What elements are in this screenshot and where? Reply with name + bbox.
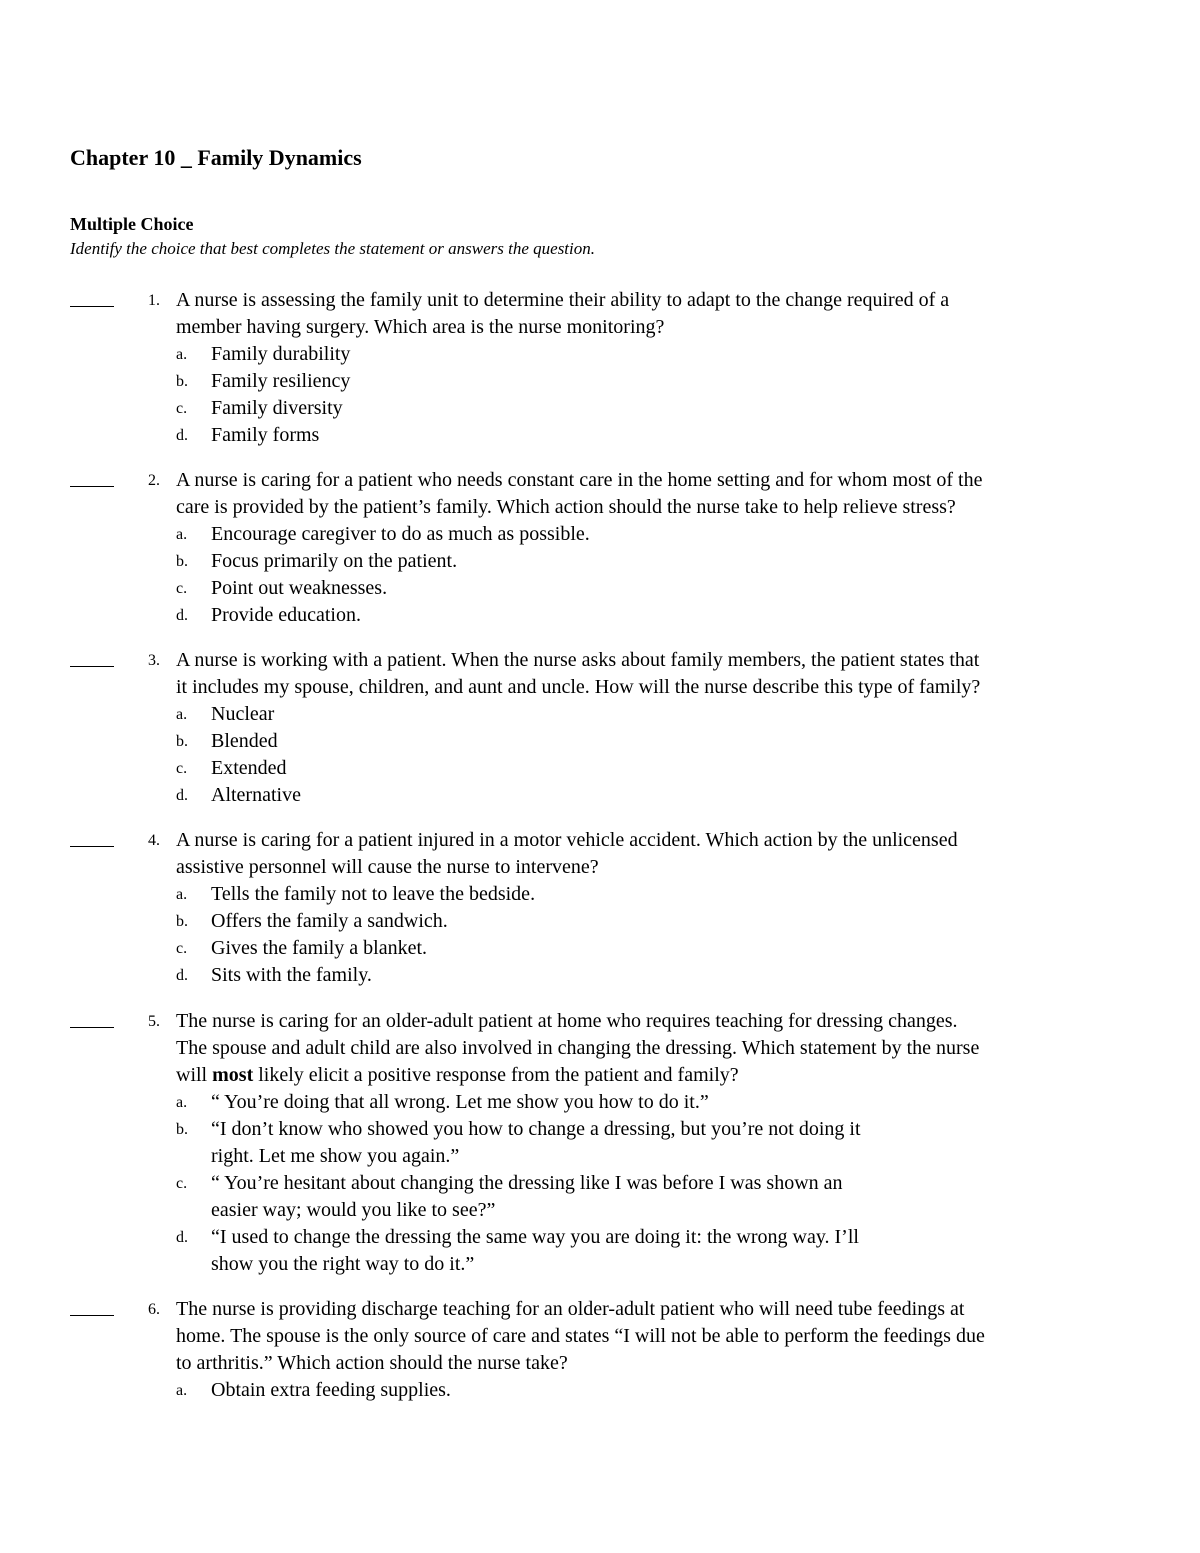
option-letter: d.	[176, 1229, 188, 1246]
option-text	[211, 1377, 1111, 1404]
option-line: Obtain extra feeding supplies.	[211, 1379, 451, 1401]
stem-line: A nurse is assessing the family unit to determine their ability to adapt to the change required of a	[176, 289, 950, 311]
question-stem	[176, 287, 1136, 341]
stem-line: assistive personnel will cause the nurse to intervene?	[176, 856, 599, 878]
option-letter: a.	[176, 346, 188, 363]
option-text	[211, 1089, 1111, 1116]
question-stem	[176, 647, 1136, 701]
option-line: Family durability	[211, 343, 351, 365]
option-letter: d.	[176, 607, 188, 624]
option-line: Alternative	[211, 784, 301, 806]
option-line: Family resiliency	[211, 370, 351, 392]
option-letter: b.	[176, 373, 188, 390]
option-letter: c.	[176, 400, 188, 417]
chapter-title: Chapter 10 _ Family Dynamics	[70, 145, 362, 170]
answer-blank	[70, 1315, 114, 1316]
emphasis-text: most	[212, 1064, 254, 1086]
option-text	[211, 701, 1111, 728]
option-line: “I used to change the dressing the same way you are doing it: the wrong way. I’ll	[211, 1226, 859, 1248]
option-text	[211, 1224, 1111, 1278]
option-text	[211, 548, 1111, 575]
answer-blank	[70, 1027, 114, 1028]
option-text	[211, 1170, 1111, 1224]
stem-line: A nurse is caring for a patient who needs constant care in the home setting and for whom most of the	[176, 469, 983, 491]
question-stem	[176, 1008, 1136, 1089]
option-text	[211, 908, 1111, 935]
option-line: Gives the family a blanket.	[211, 937, 428, 959]
question-number: 2.	[148, 472, 160, 489]
option-line: easier way; would you like to see?”	[211, 1199, 496, 1221]
option-text	[211, 602, 1111, 629]
option-line: Tells the family not to leave the bedside.	[211, 883, 536, 905]
option-line: Provide education.	[211, 604, 361, 626]
option-text	[211, 368, 1111, 395]
option-letter: d.	[176, 427, 188, 444]
option-line: Sits with the family.	[211, 964, 372, 986]
question-number: 6.	[148, 1301, 160, 1318]
option-line: right. Let me show you again.”	[211, 1145, 460, 1167]
option-text	[211, 521, 1111, 548]
option-line: Focus primarily on the patient.	[211, 550, 458, 572]
question-number: 3.	[148, 652, 160, 669]
stem-line: A nurse is caring for a patient injured in a motor vehicle accident. Which action by the unlicensed	[176, 829, 958, 851]
option-line: Blended	[211, 730, 278, 752]
stem-line: The nurse is caring for an older-adult patient at home who requires teaching for dressing changes.	[176, 1010, 958, 1032]
option-line: “ You’re hesitant about changing the dressing like I was before I was shown an	[211, 1172, 843, 1194]
option-letter: a.	[176, 706, 188, 723]
option-line: Encourage caregiver to do as much as possible.	[211, 523, 590, 545]
answer-blank	[70, 666, 114, 667]
option-letter: b.	[176, 553, 188, 570]
answer-blank	[70, 846, 114, 847]
question-stem	[176, 1296, 1136, 1377]
option-line: Point out weaknesses.	[211, 577, 388, 599]
answer-blank	[70, 306, 114, 307]
option-line: “ You’re doing that all wrong. Let me show you how to do it.”	[211, 1091, 709, 1113]
option-letter: b.	[176, 913, 188, 930]
option-letter: c.	[176, 760, 188, 777]
option-letter: c.	[176, 1175, 188, 1192]
option-text	[211, 341, 1111, 368]
stem-line: to arthritis.” Which action should the nurse take?	[176, 1352, 568, 1374]
stem-line: The spouse and adult child are also involved in changing the dressing. Which statement by the nurse	[176, 1037, 980, 1059]
stem-text: likely elicit a positive response from the patient and family?	[253, 1064, 739, 1086]
option-letter: d.	[176, 787, 188, 804]
option-line: Offers the family a sandwich.	[211, 910, 448, 932]
section-heading: Multiple Choice	[70, 214, 194, 234]
stem-line: care is provided by the patient’s family. Which action should the nurse take to help relieve stress?	[176, 496, 956, 518]
stem-line	[176, 1062, 1136, 1089]
option-line: “I don’t know who showed you how to change a dressing, but you’re not doing it	[211, 1118, 861, 1140]
option-line: Nuclear	[211, 703, 275, 725]
option-line: Extended	[211, 757, 287, 779]
stem-text: will	[176, 1064, 213, 1086]
option-letter: b.	[176, 1121, 188, 1138]
question-number: 1.	[148, 292, 160, 309]
stem-line: member having surgery. Which area is the nurse monitoring?	[176, 316, 665, 338]
option-text	[211, 395, 1111, 422]
option-text	[211, 728, 1111, 755]
question-stem	[176, 827, 1136, 881]
option-text	[211, 881, 1111, 908]
stem-line: it includes my spouse, children, and aunt and uncle. How will the nurse describe this type of family?	[176, 676, 981, 698]
option-text	[211, 935, 1111, 962]
option-text	[211, 575, 1111, 602]
option-letter: b.	[176, 733, 188, 750]
question-stem	[176, 467, 1136, 521]
option-letter: a.	[176, 1094, 188, 1111]
option-line: Family forms	[211, 424, 320, 446]
option-text	[211, 755, 1111, 782]
stem-line: home. The spouse is the only source of care and states “I will not be able to perform the feedings due	[176, 1325, 985, 1347]
question-number: 5.	[148, 1013, 160, 1030]
option-text	[211, 422, 1111, 449]
question-number: 4.	[148, 832, 160, 849]
option-letter: c.	[176, 940, 188, 957]
option-letter: a.	[176, 1382, 188, 1399]
stem-line: A nurse is working with a patient. When the nurse asks about family members, the patient states that	[176, 649, 980, 671]
option-line: show you the right way to do it.”	[211, 1253, 475, 1275]
option-text	[211, 782, 1111, 809]
option-text	[211, 1116, 1111, 1170]
option-line: Family diversity	[211, 397, 343, 419]
option-letter: a.	[176, 526, 188, 543]
stem-line: The nurse is providing discharge teaching for an older-adult patient who will need tube feedings at	[176, 1298, 965, 1320]
option-letter: c.	[176, 580, 188, 597]
option-letter: d.	[176, 967, 188, 984]
instructions-text: Identify the choice that best completes the statement or answers the question.	[70, 239, 595, 258]
answer-blank	[70, 486, 114, 487]
option-text	[211, 962, 1111, 989]
option-letter: a.	[176, 886, 188, 903]
